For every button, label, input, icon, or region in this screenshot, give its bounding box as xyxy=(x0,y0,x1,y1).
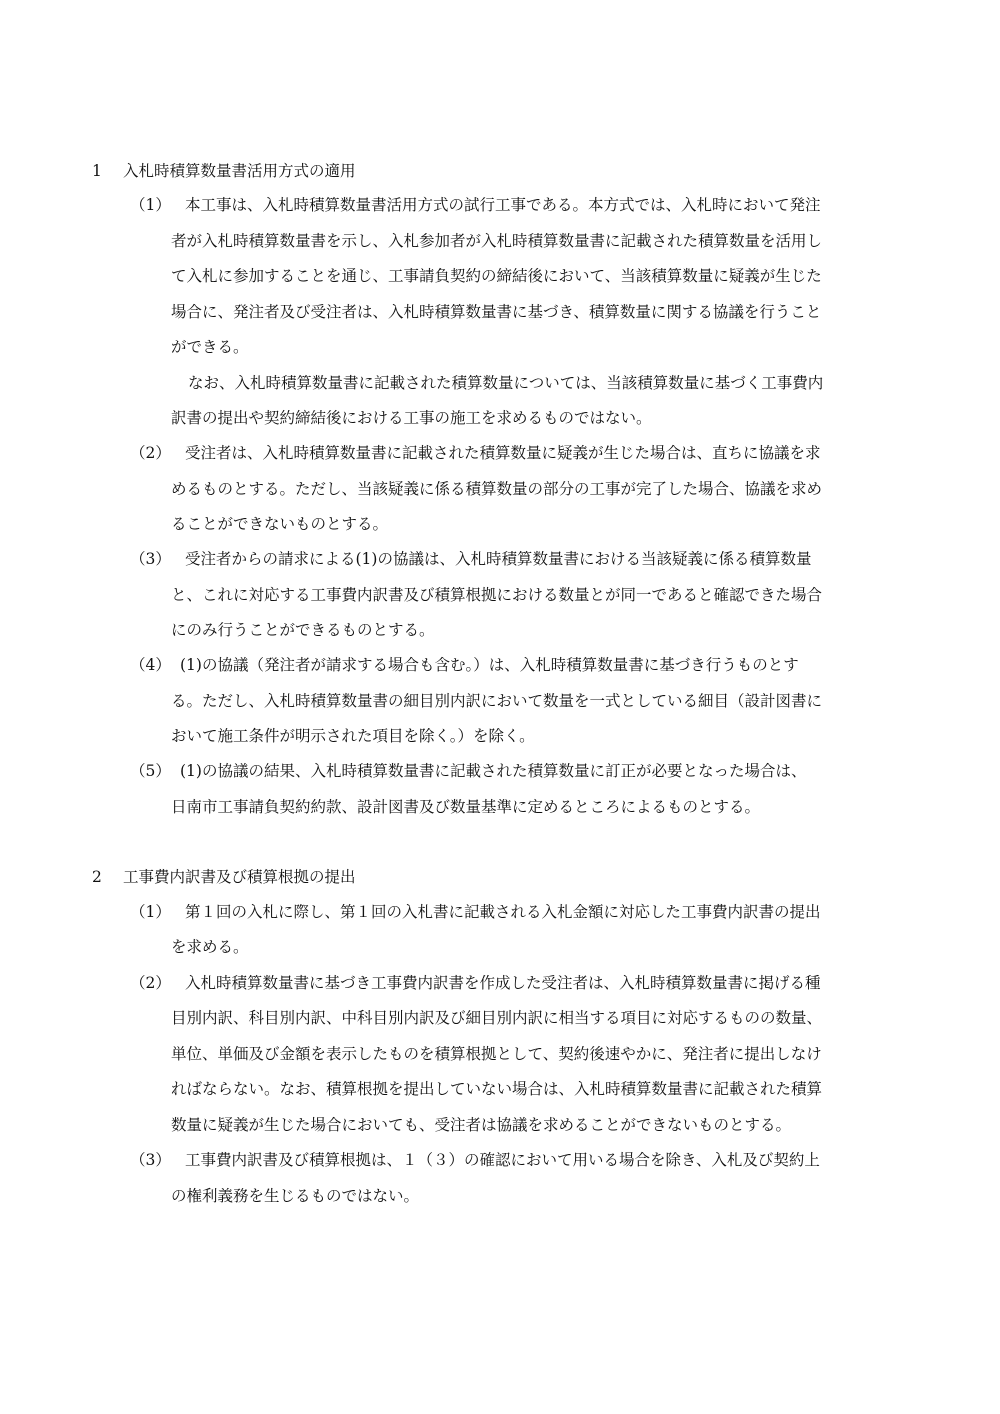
item-text-line: る。ただし、入札時積算数量書の細目別内訳において数量を一式としている細目（設計図書に xyxy=(171,692,823,710)
item-text-line: ればならない。なお、積算根拠を提出していない場合は、入札時積算数量書に記載された積算 xyxy=(171,1080,823,1098)
section-number: 2 xyxy=(92,868,102,886)
item-label: （1） xyxy=(130,903,171,921)
item-text-line: と、これに対応する工事費内訳書及び積算根拠における数量とが同一であると確認できた場合 xyxy=(171,586,823,604)
item-label: （1） xyxy=(130,196,171,214)
item-label: （2） xyxy=(130,974,171,992)
item-text-line: 入札時積算数量書に基づき工事費内訳書を作成した受注者は、入札時積算数量書に掲げる種 xyxy=(185,974,821,992)
item-text-line: 第１回の入札に際し、第１回の入札書に記載される入札金額に対応した工事費内訳書の提出 xyxy=(185,903,821,921)
item-text-line: ができる。 xyxy=(171,338,249,356)
item-text-line: 数量に疑義が生じた場合においても、受注者は協議を求めることができないものとする。 xyxy=(171,1116,792,1134)
item-text-line: の権利義務を生じるものではない。 xyxy=(171,1187,420,1205)
item-label: （5） xyxy=(130,762,171,780)
item-label: （3） xyxy=(130,550,171,568)
item-label: （3） xyxy=(130,1151,171,1169)
item-text-line: (1)の協議（発注者が請求する場合も含む。）は、入札時積算数量書に基づき行うものとす xyxy=(180,656,799,674)
item-text-line: を求める。 xyxy=(171,938,249,956)
item-text-line: 目別内訳、科目別内訳、中科目別内訳及び細目別内訳に相当する項目に対応するものの数量、 xyxy=(171,1009,823,1027)
item-text-line: めるものとする。ただし、当該疑義に係る積算数量の部分の工事が完了した場合、協議を求め xyxy=(171,480,823,498)
item-text-line: 単位、単価及び金額を表示したものを積算根拠として、契約後速やかに、発注者に提出しなけ xyxy=(171,1045,822,1063)
item-text-line: 日南市工事請負契約約款、設計図書及び数量基準に定めるところによるものとする。 xyxy=(171,798,761,816)
section-heading: 入札時積算数量書活用方式の適用 xyxy=(123,162,356,180)
item-text-line: にのみ行うことができるものとする。 xyxy=(171,621,435,639)
item-text-line: て入札に参加することを通じ、工事請負契約の締結後において、当該積算数量に疑義が生じた xyxy=(171,267,822,285)
item-label: （2） xyxy=(130,444,171,462)
item-text-line: おいて施工条件が明示された項目を除く。）を除く。 xyxy=(171,727,535,745)
item-text-line: なお、入札時積算数量書に記載された積算数量については、当該積算数量に基づく工事費内 xyxy=(188,374,824,392)
item-text-line: 者が入札時積算数量書を示し、入札参加者が入札時積算数量書に記載された積算数量を活用し xyxy=(171,232,823,250)
item-text-line: 本工事は、入札時積算数量書活用方式の試行工事である。本方式では、入札時において発注 xyxy=(185,196,821,214)
item-text-line: ることができないものとする。 xyxy=(171,515,389,533)
item-text-line: 受注者からの請求による(1)の協議は、入札時積算数量書における当該疑義に係る積算数量 xyxy=(185,550,812,568)
item-text-line: 工事費内訳書及び積算根拠は、１（３）の確認において用いる場合を除き、入札及び契約上 xyxy=(185,1151,820,1169)
section-heading: 工事費内訳書及び積算根拠の提出 xyxy=(123,868,356,886)
section-number: 1 xyxy=(92,162,102,180)
item-label: （4） xyxy=(130,656,171,674)
item-text-line: 訳書の提出や契約締結後における工事の施工を求めるものではない。 xyxy=(171,409,652,427)
item-text-line: (1)の協議の結果、入札時積算数量書に記載された積算数量に訂正が必要となった場合は、 xyxy=(180,762,807,780)
item-text-line: 受注者は、入札時積算数量書に記載された積算数量に疑義が生じた場合は、直ちに協議を求 xyxy=(185,444,821,462)
item-text-line: 場合に、発注者及び受注者は、入札時積算数量書に基づき、積算数量に関する協議を行うこと xyxy=(171,303,822,321)
